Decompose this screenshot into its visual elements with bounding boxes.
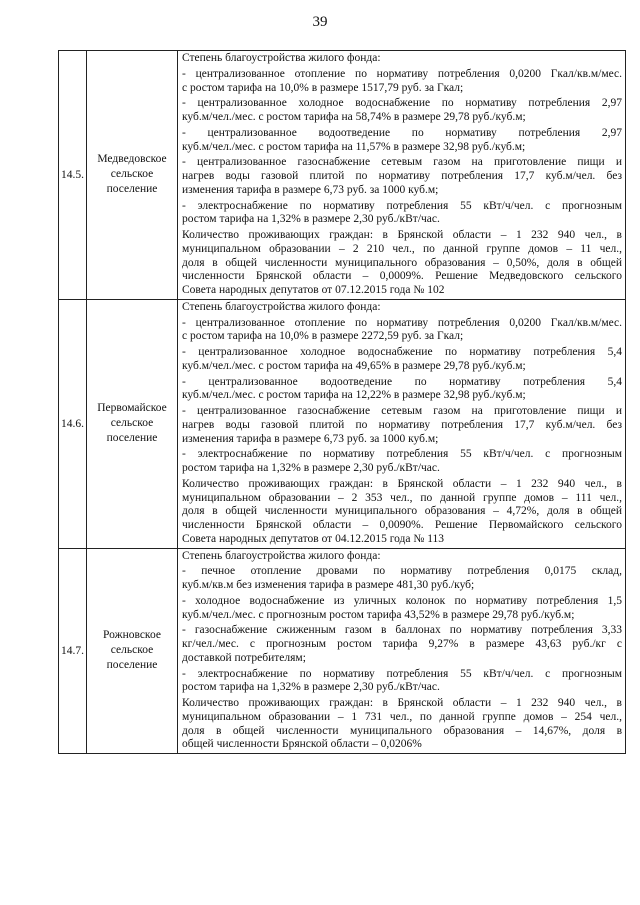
settlement-name-line: поселение <box>106 183 158 196</box>
paragraph <box>182 97 622 125</box>
text-line: муниципальном образовании – 2 210 чел., по данной группе домов – 11 чел., <box>182 242 622 255</box>
text-line: муниципальном образовании – 2 353 чел., по данной группе домов – 111 чел., <box>182 491 622 504</box>
text-line: кг/чел./мес. с прогнозным ростом тарифа 9,27% в размере 43,63 руб./кг с <box>182 638 622 650</box>
settlement-name <box>87 299 178 548</box>
text-line: - газоснабжение сжиженным газом в баллонах по нормативу потребления 3,33 <box>182 624 622 637</box>
paragraph <box>182 697 622 752</box>
text-line: нагрев воды газовой плитой по нормативу потребления 17,7 куб.м/чел. без <box>182 418 622 431</box>
text-line: численности Брянской области – 0,0090%. Решение Первомайского сельского <box>182 519 622 531</box>
settlement-name-line: Рожновское <box>103 629 161 642</box>
settlement-name-line: поселение <box>106 659 158 672</box>
text-line: нагрев воды газовой плитой по нормативу потребления 17,7 куб.м/чел. без <box>182 170 622 182</box>
text-line: с ростом тарифа на 10,0% в размере 2272,59 руб. за Гкал; <box>182 330 464 343</box>
tariff-table <box>58 50 626 754</box>
text-line: - печное отопление дровами по нормативу потребления 0,0175 склад, <box>182 565 622 578</box>
table-row <box>59 51 626 300</box>
text-line: ростом тарифа на 1,32% в размере 2,30 руб./кВт/час. <box>182 213 440 226</box>
row-number: 14.5. <box>59 51 87 300</box>
settlement-name <box>87 548 178 754</box>
text-line: куб.м/кв.м без изменения тарифа в размере 481,30 руб./куб; <box>182 579 475 591</box>
text-line: - холодное водоснабжение из уличных колонок по нормативу потребления 1,5 <box>182 594 622 607</box>
text-line: общей численности Брянской области – 0,0206% <box>182 738 422 751</box>
text-line: - электроснабжение по нормативу потребления 55 кВт/ч/чел. с прогнозным <box>182 448 622 461</box>
row-number: 14.7. <box>59 548 87 754</box>
settlement-name-line: поселение <box>106 432 158 445</box>
paragraph <box>182 405 622 446</box>
section-heading <box>182 550 622 564</box>
text-line: изменения тарифа в размере 6,73 руб. за 1000 куб.м; <box>182 183 439 196</box>
text-line: изменения тарифа в размере 6,73 руб. за 1000 куб.м; <box>182 432 439 445</box>
settlement-name-line: сельское <box>110 644 154 657</box>
section-heading <box>182 52 622 66</box>
text-line: ростом тарифа на 1,32% в размере 2,30 руб./кВт/час. <box>182 681 440 694</box>
table-row <box>59 548 626 754</box>
text-line: - электроснабжение по нормативу потребления 55 кВт/ч/чел. с прогнозным <box>182 199 622 212</box>
settlement-name-line: Первомайское <box>97 402 167 415</box>
paragraph <box>182 229 622 298</box>
page-number: 39 <box>312 14 328 30</box>
settlement-name-line: сельское <box>110 417 154 430</box>
text-line: Степень благоустройства жилого фонда: <box>182 300 381 313</box>
text-line: Количество проживающих граждан: в Брянской области – 1 232 940 чел., в <box>182 229 622 241</box>
text-line: доля в общей численности муниципального образования – 14,67%, доля в <box>182 724 622 737</box>
text-line: куб.м/чел./мес. с ростом тарифа на 12,22% в размере 32,98 руб./куб.м; <box>182 389 526 402</box>
text-line: - централизованное холодное водоснабжение по нормативу потребления 2,97 <box>182 97 622 110</box>
description-cell <box>178 548 626 754</box>
settlement-name-line: сельское <box>110 168 154 181</box>
text-line: муниципальном образовании – 1 731 чел., по данной группе домов – 254 чел., <box>182 710 622 723</box>
text-line: доля в общей численности муниципального образования – 4,72%, доля в общей <box>182 505 622 518</box>
paragraph <box>182 668 622 696</box>
paragraph <box>182 595 622 623</box>
text-line: - централизованное холодное водоснабжение по нормативу потребления 5,4 <box>182 346 622 358</box>
text-line: доставкой потребителям; <box>182 651 306 664</box>
description-cell <box>178 299 626 548</box>
text-line: с ростом тарифа на 10,0% в размере 1517,79 руб. за Гкал; <box>182 81 464 94</box>
text-line: куб.м/чел./мес. с ростом тарифа на 11,57% в размере 32,98 руб./куб.м; <box>182 140 526 153</box>
paragraph <box>182 156 622 197</box>
paragraph <box>182 624 622 665</box>
paragraph <box>182 478 622 547</box>
text-line: Количество проживающих граждан: в Брянской области – 1 232 940 чел., в <box>182 477 622 490</box>
settlement-name-line: Медведовское <box>97 153 167 166</box>
text-line: - централизованное отопление по нормативу потребления 0,0200 Гкал/кв.м/мес. <box>182 67 622 80</box>
text-line: - электроснабжение по нормативу потребления 55 кВт/ч/чел. с прогнозным <box>182 667 622 680</box>
paragraph <box>182 127 622 155</box>
text-line: - централизованное газоснабжение сетевым газом на приготовление пищи и <box>182 405 622 417</box>
text-line: куб.м/чел./мес. с прогнозным ростом тарифа 43,52% в размере 29,78 руб./куб.м; <box>182 608 575 621</box>
paragraph <box>182 448 622 476</box>
paragraph <box>182 200 622 228</box>
text-line: - централизованное водоотведение по нормативу потребления 2,97 <box>182 126 622 139</box>
section-heading <box>182 301 622 315</box>
paragraph <box>182 68 622 96</box>
paragraph <box>182 317 622 345</box>
text-line: Количество проживающих граждан: в Брянской области – 1 232 940 чел., в <box>182 697 622 709</box>
paragraph <box>182 346 622 374</box>
text-line: численности Брянской области – 0,0009%. Решение Медведовского сельского <box>182 270 622 283</box>
text-line: Совета народных депутатов от 04.12.2015 года № 113 <box>182 532 445 545</box>
paragraph <box>182 376 622 404</box>
text-line: - централизованное водоотведение по нормативу потребления 5,4 <box>182 375 622 388</box>
text-line: ростом тарифа на 1,32% в размере 2,30 руб./кВт/час. <box>182 462 440 474</box>
text-line: куб.м/чел./мес. с ростом тарифа на 58,74% в размере 29,78 руб./куб.м; <box>182 111 526 123</box>
text-line: куб.м/чел./мес. с ростом тарифа на 49,65% в размере 29,78 руб./куб.м; <box>182 359 526 372</box>
text-line: Степень благоустройства жилого фонда: <box>182 52 381 64</box>
text-line: - централизованное газоснабжение сетевым газом на приготовление пищи и <box>182 156 622 169</box>
table-row <box>59 299 626 548</box>
description-cell <box>178 51 626 300</box>
row-number: 14.6. <box>59 299 87 548</box>
paragraph <box>182 565 622 593</box>
text-line: Совета народных депутатов от 07.12.2015 года № 102 <box>182 284 445 296</box>
text-line: Степень благоустройства жилого фонда: <box>182 549 381 562</box>
text-line: - централизованное отопление по нормативу потребления 0,0200 Гкал/кв.м/мес. <box>182 316 622 329</box>
settlement-name <box>87 51 178 300</box>
text-line: доля в общей численности муниципального образования – 0,50%, доля в общей <box>182 256 622 269</box>
